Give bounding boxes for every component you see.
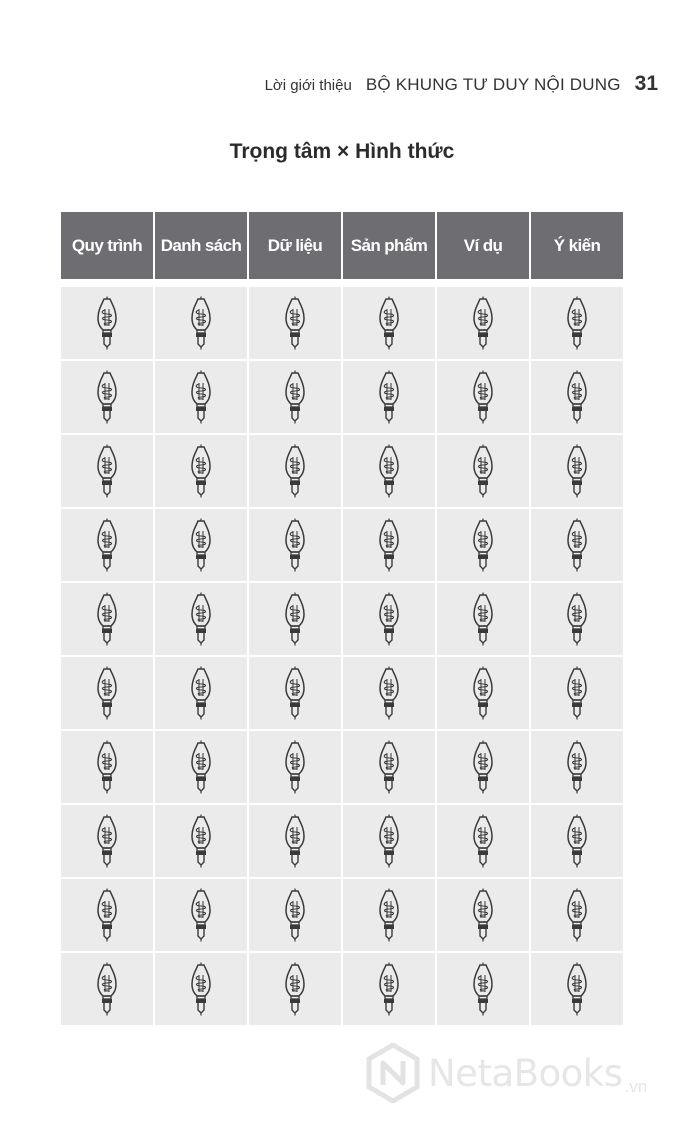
watermark-tld: .vn <box>624 1077 648 1096</box>
column-header: Ví dụ <box>437 212 529 279</box>
light-bulb-icon <box>472 296 494 350</box>
light-bulb-icon <box>566 666 588 720</box>
grid-cell <box>249 657 341 729</box>
light-bulb-icon <box>190 370 212 424</box>
grid-cell <box>343 435 435 507</box>
grid-cell <box>249 805 341 877</box>
watermark <box>366 1043 647 1103</box>
grid-row <box>61 287 623 361</box>
light-bulb-icon <box>190 740 212 794</box>
light-bulb-icon <box>566 370 588 424</box>
grid-cell <box>437 287 529 359</box>
light-bulb-icon <box>96 518 118 572</box>
light-bulb-icon <box>190 888 212 942</box>
light-bulb-icon <box>190 814 212 868</box>
grid-cell <box>155 953 247 1025</box>
grid-cell <box>343 657 435 729</box>
grid-cell <box>531 509 623 581</box>
grid-cell <box>155 435 247 507</box>
light-bulb-icon <box>378 962 400 1016</box>
column-header: Dữ liệu <box>249 212 341 279</box>
light-bulb-icon <box>96 740 118 794</box>
grid-cell <box>343 361 435 433</box>
grid-cell <box>249 879 341 951</box>
grid-header-row <box>61 212 623 279</box>
grid-cell <box>249 731 341 803</box>
grid-cell <box>61 287 153 359</box>
grid-cell <box>437 583 529 655</box>
light-bulb-icon <box>96 814 118 868</box>
grid-cell <box>531 657 623 729</box>
grid-cell <box>437 731 529 803</box>
light-bulb-icon <box>284 814 306 868</box>
light-bulb-icon <box>566 518 588 572</box>
grid-row <box>61 435 623 509</box>
grid-cell <box>61 583 153 655</box>
grid-cell <box>61 805 153 877</box>
light-bulb-icon <box>284 370 306 424</box>
light-bulb-icon <box>566 814 588 868</box>
light-bulb-icon <box>566 592 588 646</box>
light-bulb-icon <box>566 296 588 350</box>
grid-cell <box>531 805 623 877</box>
grid-cell <box>61 953 153 1025</box>
grid-cell <box>437 361 529 433</box>
light-bulb-icon <box>284 888 306 942</box>
grid-cell <box>249 287 341 359</box>
light-bulb-icon <box>284 666 306 720</box>
grid-cell <box>155 583 247 655</box>
grid-cell <box>61 435 153 507</box>
light-bulb-icon <box>472 740 494 794</box>
grid-body <box>61 287 623 1027</box>
grid-cell <box>343 805 435 877</box>
grid-cell <box>155 509 247 581</box>
grid-cell <box>155 287 247 359</box>
column-header: Quy trình <box>61 212 153 279</box>
light-bulb-icon <box>190 518 212 572</box>
light-bulb-icon <box>284 592 306 646</box>
grid-cell <box>437 953 529 1025</box>
grid-cell <box>437 805 529 877</box>
light-bulb-icon <box>472 444 494 498</box>
light-bulb-icon <box>190 962 212 1016</box>
grid-row <box>61 731 623 805</box>
grid-cell <box>249 509 341 581</box>
light-bulb-icon <box>96 666 118 720</box>
grid-row <box>61 583 623 657</box>
light-bulb-icon <box>378 888 400 942</box>
light-bulb-icon <box>190 444 212 498</box>
grid-cell <box>155 731 247 803</box>
light-bulb-icon <box>378 296 400 350</box>
light-bulb-icon <box>566 444 588 498</box>
light-bulb-icon <box>284 740 306 794</box>
light-bulb-icon <box>378 370 400 424</box>
grid-cell <box>531 583 623 655</box>
light-bulb-icon <box>378 518 400 572</box>
grid-cell <box>61 879 153 951</box>
grid-row <box>61 509 623 583</box>
light-bulb-icon <box>190 296 212 350</box>
page-number: 31 <box>634 72 658 95</box>
light-bulb-icon <box>566 888 588 942</box>
grid-cell <box>343 509 435 581</box>
column-header: Danh sách <box>155 212 247 279</box>
grid-cell <box>61 657 153 729</box>
grid-cell <box>531 435 623 507</box>
light-bulb-icon <box>378 814 400 868</box>
grid-cell <box>343 953 435 1025</box>
grid-cell <box>343 287 435 359</box>
grid-cell <box>343 583 435 655</box>
grid-cell <box>531 731 623 803</box>
column-header: Ý kiến <box>531 212 623 279</box>
light-bulb-icon <box>566 740 588 794</box>
column-header: Sản phẩm <box>343 212 435 279</box>
grid-cell <box>155 657 247 729</box>
grid-cell <box>531 287 623 359</box>
light-bulb-icon <box>472 518 494 572</box>
light-bulb-icon <box>566 962 588 1016</box>
light-bulb-icon <box>378 444 400 498</box>
grid-row <box>61 805 623 879</box>
light-bulb-icon <box>284 444 306 498</box>
light-bulb-icon <box>378 740 400 794</box>
light-bulb-icon <box>96 296 118 350</box>
grid-cell <box>343 879 435 951</box>
light-bulb-icon <box>378 666 400 720</box>
light-bulb-icon <box>284 518 306 572</box>
grid-cell <box>61 509 153 581</box>
idea-grid <box>61 212 623 1027</box>
grid-cell <box>531 879 623 951</box>
light-bulb-icon <box>284 962 306 1016</box>
figure-title: Trọng tâm × Hình thức <box>229 140 455 163</box>
light-bulb-icon <box>190 592 212 646</box>
grid-cell <box>437 657 529 729</box>
light-bulb-icon <box>96 592 118 646</box>
grid-cell <box>155 805 247 877</box>
light-bulb-icon <box>96 370 118 424</box>
light-bulb-icon <box>96 962 118 1016</box>
running-head <box>265 72 658 96</box>
grid-row <box>61 657 623 731</box>
running-head-book-title: BỘ KHUNG TƯ DUY NỘI DUNG <box>365 75 621 94</box>
grid-cell <box>437 509 529 581</box>
grid-cell <box>155 361 247 433</box>
watermark-brand: NetaBooks <box>428 1051 623 1095</box>
grid-cell <box>249 361 341 433</box>
grid-row <box>61 361 623 435</box>
light-bulb-icon <box>190 666 212 720</box>
grid-cell <box>343 731 435 803</box>
grid-row <box>61 953 623 1027</box>
light-bulb-icon <box>96 888 118 942</box>
grid-cell <box>249 953 341 1025</box>
light-bulb-icon <box>378 592 400 646</box>
grid-cell <box>61 361 153 433</box>
grid-cell <box>155 879 247 951</box>
light-bulb-icon <box>472 962 494 1016</box>
grid-row <box>61 879 623 953</box>
running-head-section: Lời giới thiệu <box>264 77 352 94</box>
light-bulb-icon <box>472 370 494 424</box>
netabooks-logo-icon <box>366 1043 420 1103</box>
grid-cell <box>61 731 153 803</box>
light-bulb-icon <box>472 592 494 646</box>
grid-cell <box>249 435 341 507</box>
grid-cell <box>531 953 623 1025</box>
grid-cell <box>531 361 623 433</box>
light-bulb-icon <box>96 444 118 498</box>
grid-cell <box>437 879 529 951</box>
light-bulb-icon <box>472 666 494 720</box>
light-bulb-icon <box>472 888 494 942</box>
grid-cell <box>437 435 529 507</box>
light-bulb-icon <box>284 296 306 350</box>
light-bulb-icon <box>472 814 494 868</box>
grid-cell <box>249 583 341 655</box>
